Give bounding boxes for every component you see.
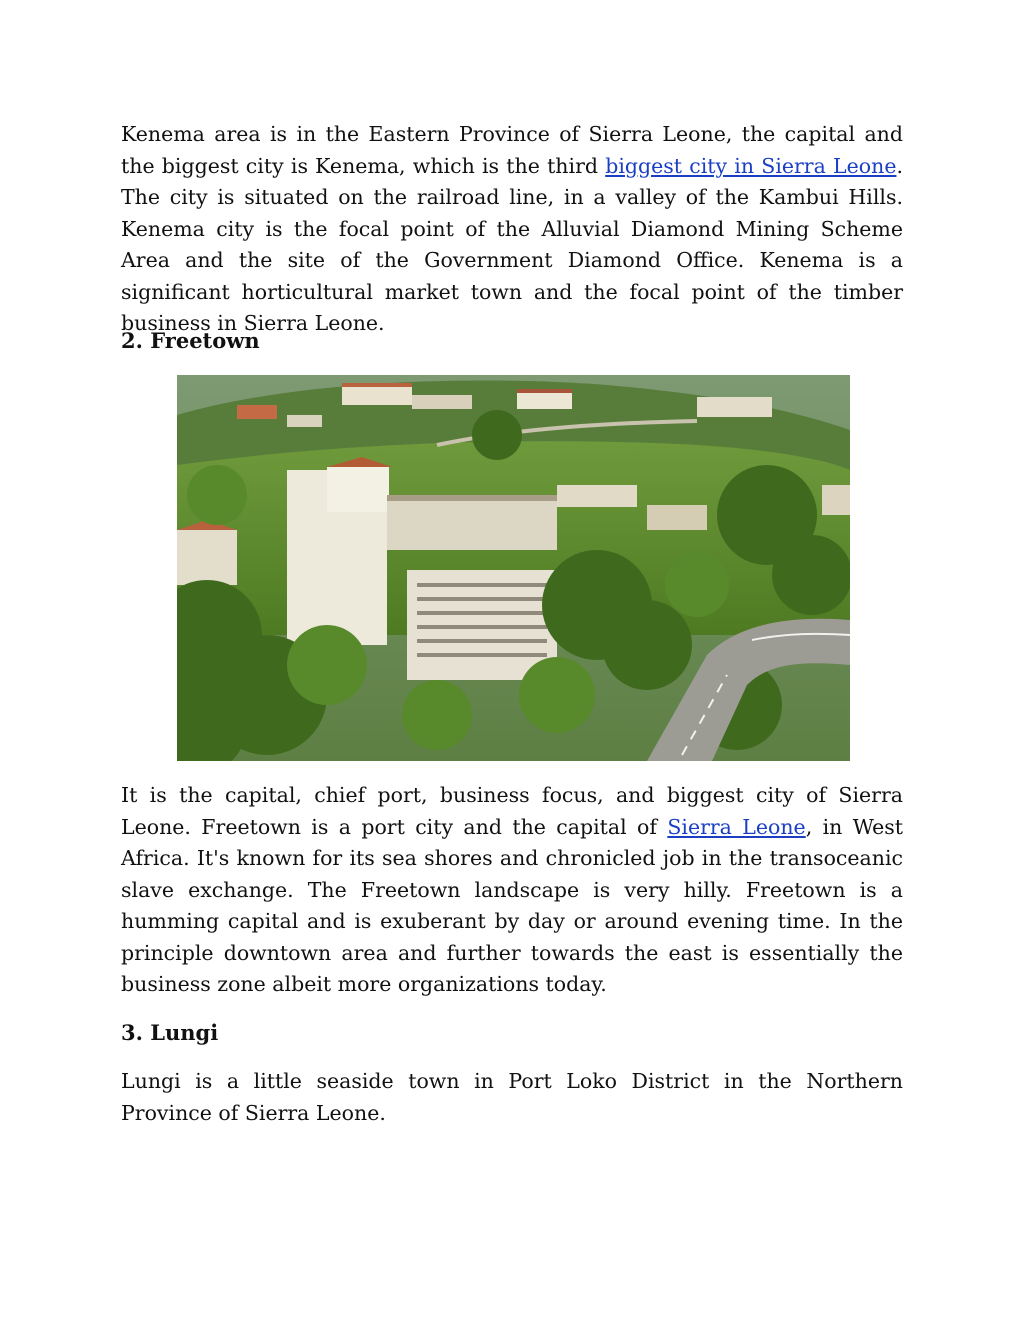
- freetown-text-start: It is the capital, chief port, business focus, and biggest city of Sierra Leone. Freetown is a port city and the capital of: [121, 783, 903, 839]
- kenema-text-start: Kenema area is in the Eastern Province of Sierra Leone, the capital and the biggest city is Kenema, which is the third: [121, 122, 903, 178]
- freetown-paragraph: [121, 780, 903, 1001]
- freetown-text-end: , in West Africa. It's known for its sea shores and chronicled job in the transoceanic slave exchange. The Freetown landscape is very hilly. Freetown is a humming capital and is exuberant by day or around evening time. In the principle downtown area and further towards the east is essentially the business zone albeit more organizations today.: [121, 814, 903, 996]
- biggest-city-link[interactable]: biggest city in Sierra Leone: [605, 153, 897, 178]
- freetown-heading: 2. Freetown: [121, 328, 260, 353]
- sierra-leone-link[interactable]: Sierra Leone: [667, 814, 806, 839]
- kenema-text-end: . The city is situated on the railroad line, in a valley of the Kambui Hills. Kenema city is the focal point of the Alluvial Diamond Mining Scheme Area and the site of the Government Diamond Office. Kenema is a significant horticultural market town and the focal point of the timber business in Sierra Leone.: [121, 153, 903, 335]
- kenema-paragraph: [121, 119, 903, 340]
- lungi-paragraph: Lungi is a little seaside town in Port Loko District in the Northern Province of Sierra Leone.: [121, 1069, 903, 1125]
- freetown-photo: [177, 375, 850, 761]
- lungi-heading: 3. Lungi: [121, 1020, 219, 1045]
